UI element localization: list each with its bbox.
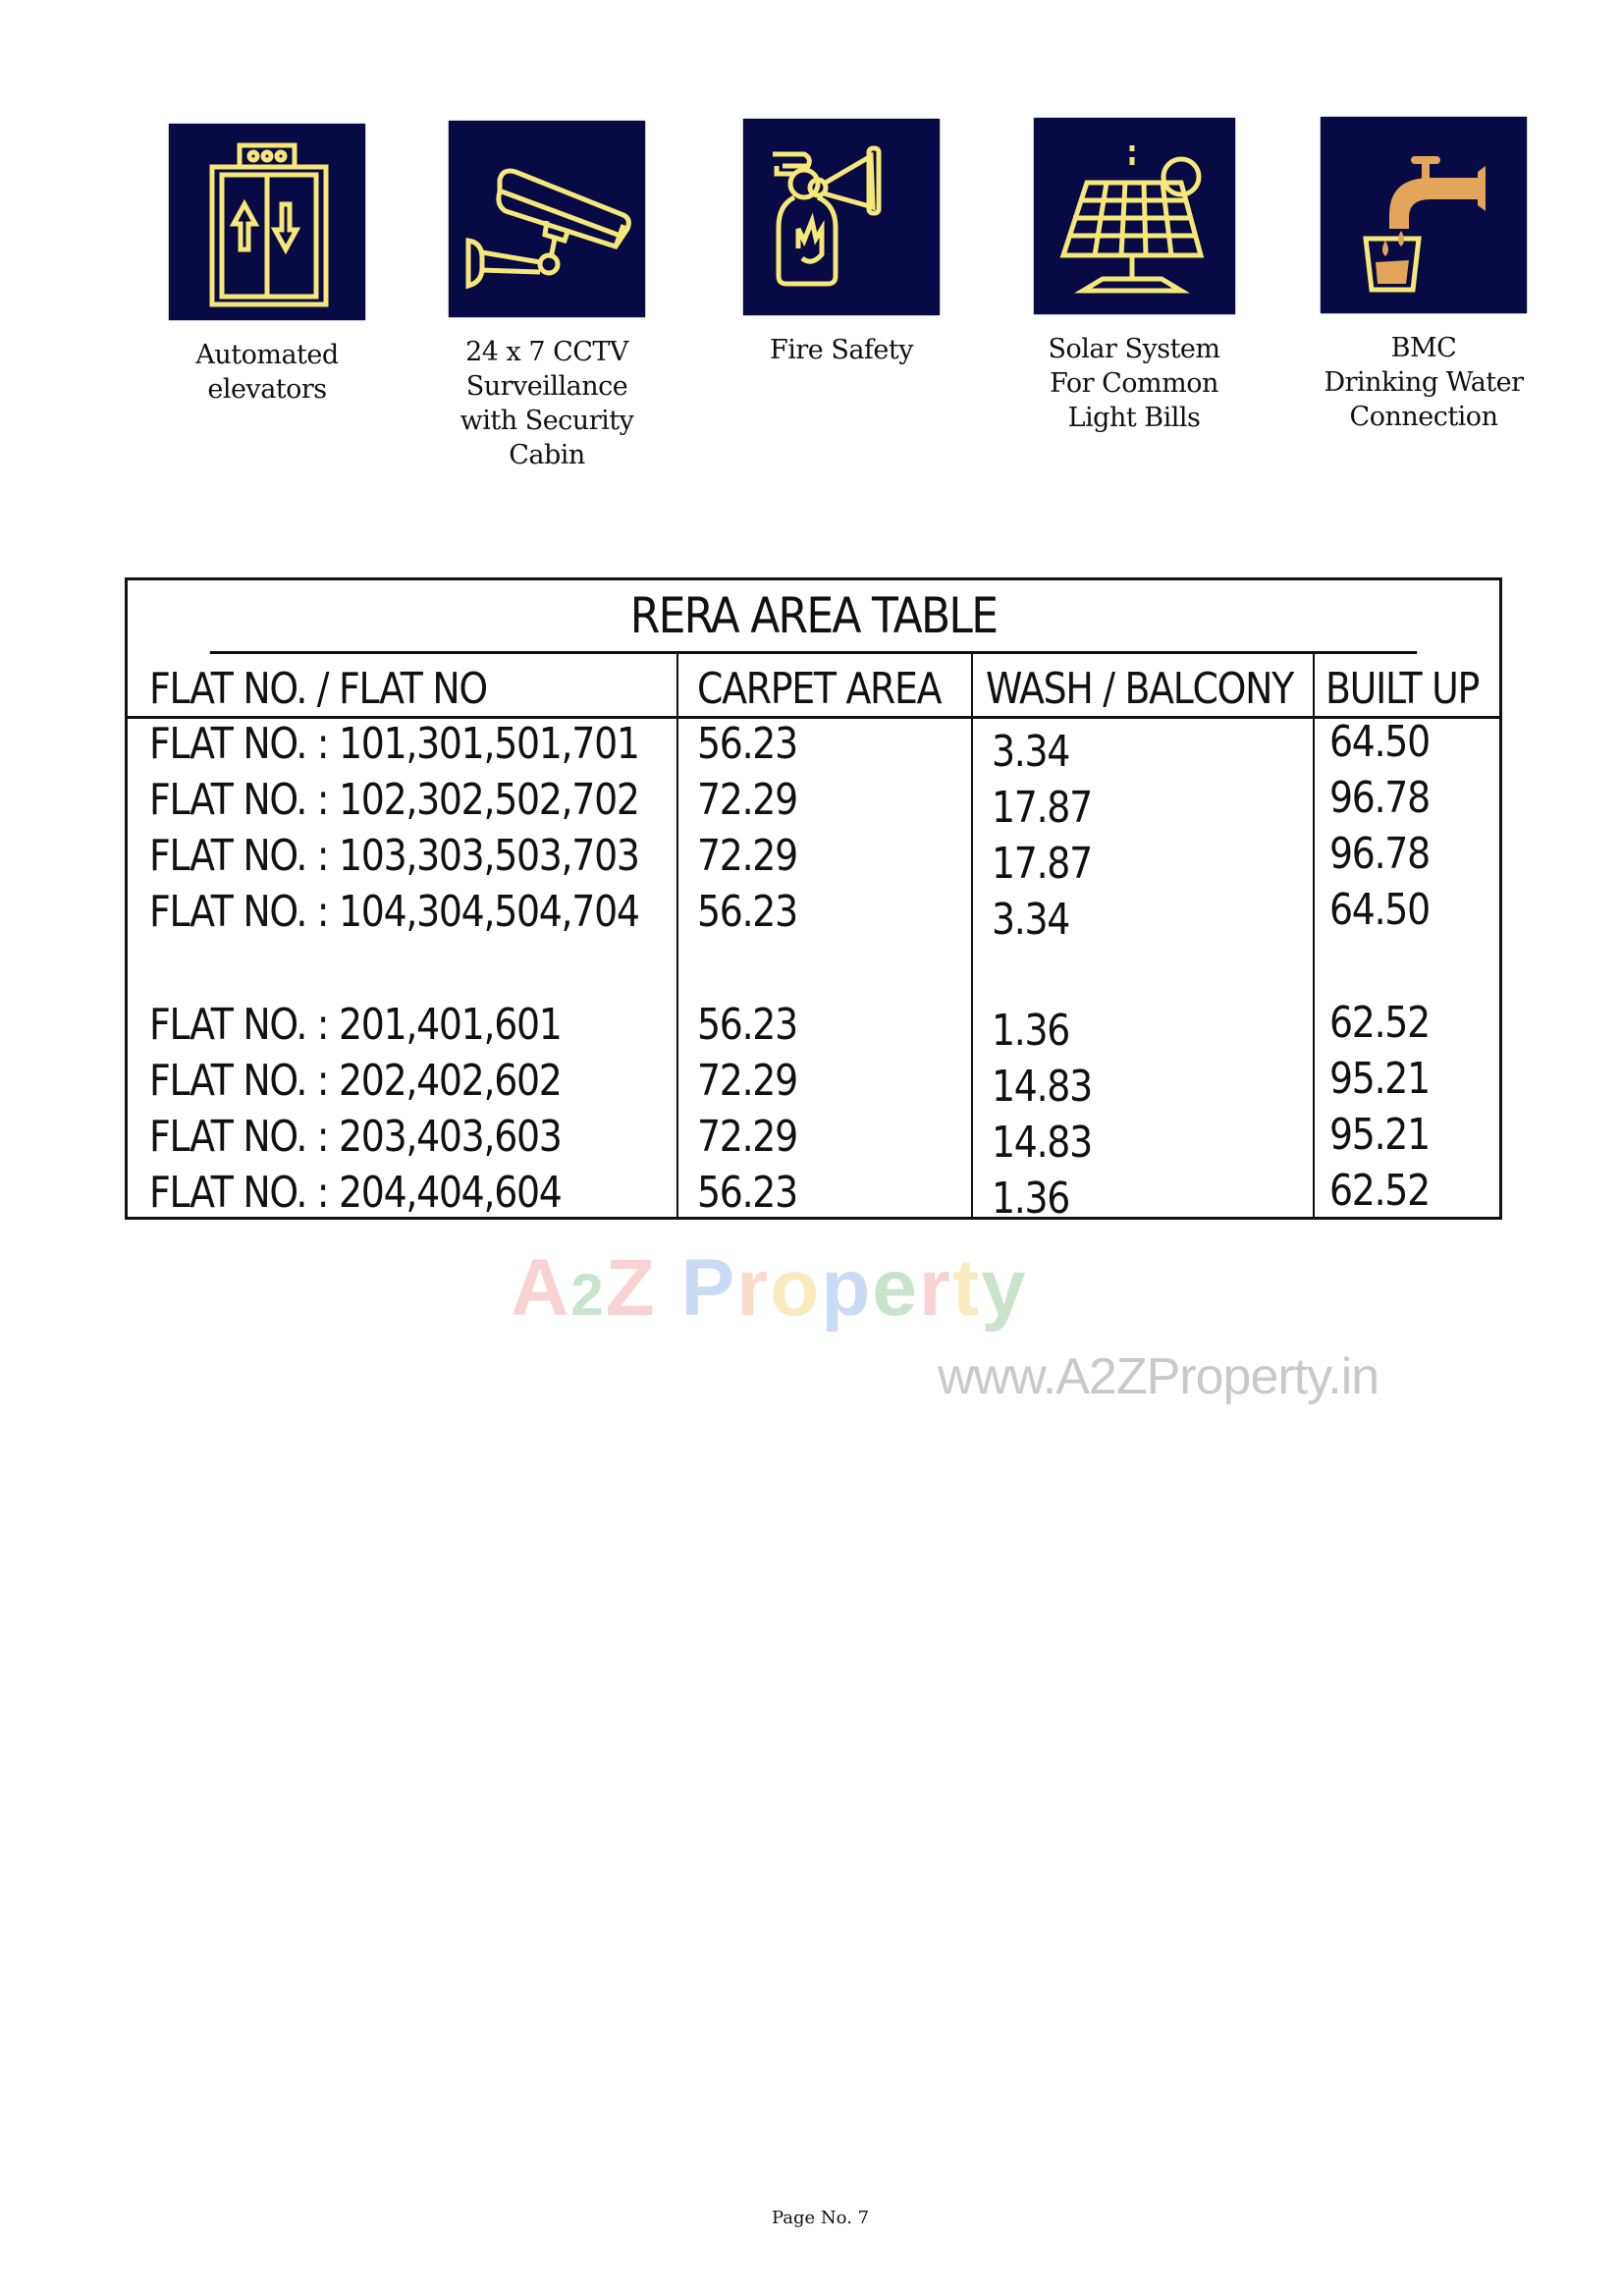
carpet-cell: 56.23 xyxy=(697,1000,797,1050)
column-divider xyxy=(1313,651,1315,1217)
amenity-label: Automated elevators xyxy=(195,340,339,405)
watermark-url: www.A2ZProperty.in xyxy=(938,1348,1379,1405)
elevator-icon xyxy=(169,124,365,320)
wash-cell: 17.87 xyxy=(992,839,1092,889)
built-cell: 96.78 xyxy=(1329,773,1430,823)
built-cell: 64.50 xyxy=(1329,885,1430,935)
flat-cell: FLAT NO. : 201,401,601 xyxy=(149,1000,562,1050)
carpet-cell: 72.29 xyxy=(697,1112,797,1162)
flat-cell: FLAT NO. : 102,302,502,702 xyxy=(149,775,639,825)
carpet-cell: 72.29 xyxy=(697,1056,797,1106)
built-cell: 96.78 xyxy=(1329,829,1430,879)
page-number: Page No. 7 xyxy=(772,2208,870,2228)
column-header-carpet: CARPET AREA xyxy=(697,664,942,714)
column-header-wash: WASH / BALCONY xyxy=(986,664,1294,714)
flat-cell: FLAT NO. : 104,304,504,704 xyxy=(149,887,639,937)
column-divider xyxy=(676,651,678,1217)
rera-area-table xyxy=(125,577,1502,1224)
carpet-cell: 72.29 xyxy=(697,775,797,825)
flat-cell: FLAT NO. : 204,404,604 xyxy=(149,1168,562,1218)
wash-cell: 1.36 xyxy=(992,1006,1070,1056)
amenity-solar-system xyxy=(1016,118,1252,435)
fire-extinguisher-icon xyxy=(743,119,940,315)
carpet-cell: 56.23 xyxy=(697,719,797,769)
solar-panel-icon xyxy=(1034,118,1235,314)
flat-cell: FLAT NO. : 203,403,603 xyxy=(149,1112,562,1162)
amenity-label: BMC Drinking Water Connection xyxy=(1324,333,1524,432)
wash-cell: 3.34 xyxy=(992,895,1070,945)
wash-cell: 17.87 xyxy=(992,783,1092,833)
built-cell: 62.52 xyxy=(1329,1166,1430,1216)
built-cell: 64.50 xyxy=(1329,717,1430,767)
column-divider xyxy=(971,651,973,1217)
flat-cell: FLAT NO. : 202,402,602 xyxy=(149,1056,562,1106)
watermark-logo: A2Z Property xyxy=(511,1243,1028,1333)
built-cell: 62.52 xyxy=(1329,998,1430,1048)
wash-cell: 1.36 xyxy=(992,1174,1070,1224)
built-cell: 95.21 xyxy=(1329,1054,1430,1104)
column-header-flat: FLAT NO. / FLAT NO xyxy=(149,664,487,714)
amenity-label: Solar System For Common Light Bills xyxy=(1048,334,1220,433)
cctv-camera-icon xyxy=(449,121,645,317)
carpet-cell: 72.29 xyxy=(697,831,797,881)
amenity-fire-safety xyxy=(724,119,959,367)
column-header-built: BUILT UP xyxy=(1325,664,1480,714)
carpet-cell: 56.23 xyxy=(697,887,797,937)
amenity-label: 24 x 7 CCTV Surveillance with Security Cabin xyxy=(460,337,634,470)
built-cell: 95.21 xyxy=(1329,1110,1430,1160)
amenity-label: Fire Safety xyxy=(769,335,913,365)
amenity-cctv xyxy=(429,121,665,472)
amenity-drinking-water xyxy=(1306,117,1541,434)
carpet-cell: 56.23 xyxy=(697,1168,797,1218)
wash-cell: 14.83 xyxy=(992,1118,1092,1168)
water-tap-icon xyxy=(1321,117,1527,313)
flat-cell: FLAT NO. : 101,301,501,701 xyxy=(149,719,639,769)
flat-cell: FLAT NO. : 103,303,503,703 xyxy=(149,831,639,881)
amenity-elevators xyxy=(149,124,385,407)
wash-cell: 3.34 xyxy=(992,727,1070,777)
table-title: RERA AREA TABLE xyxy=(210,580,1417,654)
wash-cell: 14.83 xyxy=(992,1062,1092,1112)
